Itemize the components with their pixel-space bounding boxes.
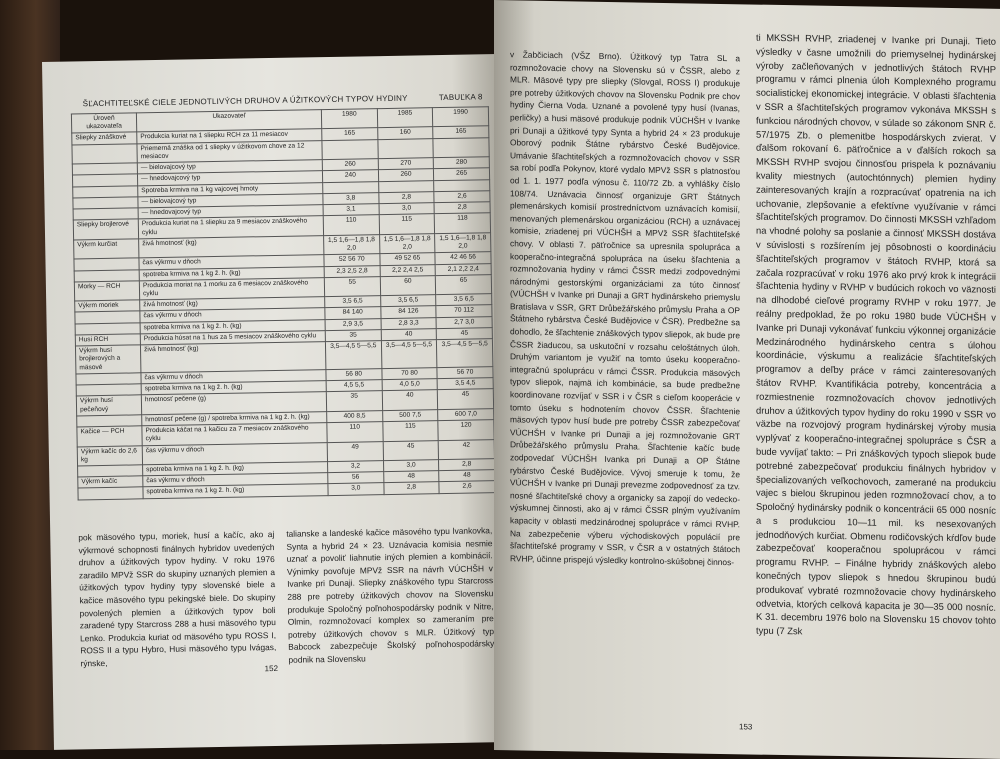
table-cell-value: 115 bbox=[382, 421, 438, 441]
data-table bbox=[71, 106, 496, 500]
table-cell-group: Výkrm kačíc do 2,6 kg bbox=[77, 445, 142, 466]
table-cell-value: 265 bbox=[434, 168, 490, 180]
right-column-1 bbox=[510, 48, 740, 568]
table-cell-value: 3,0 bbox=[328, 483, 384, 495]
table-cell-indicator: spotreba krmiva na 1 kg ž. h. (kg) bbox=[141, 381, 326, 395]
table-cell-value: 3,5—4,5 5—5,5 bbox=[325, 341, 381, 370]
table-cell-group: Husi RCH bbox=[75, 334, 140, 346]
left-column-2 bbox=[286, 524, 494, 666]
table-cell-value bbox=[322, 139, 378, 159]
table-cell-value: 1,5 1,6—1,8 1,8 2,0 bbox=[379, 233, 435, 253]
table-cell-value: 70 112 bbox=[436, 305, 492, 317]
table-cell-value: 2,3 2,5 2,8 bbox=[324, 265, 380, 277]
table-cell-value: 2,2 2,4 2,5 bbox=[380, 264, 436, 276]
table-header-line bbox=[83, 92, 483, 108]
table-label: TABUĽKA 8 bbox=[438, 92, 483, 103]
table-cell-group bbox=[78, 487, 143, 499]
table-cell-indicator: čas výkrmu v dňoch bbox=[140, 308, 325, 322]
table-cell-value: 45 bbox=[438, 389, 494, 409]
table-cell-value: 56 70 bbox=[437, 367, 493, 379]
table-cell-value: 3,5 6,5 bbox=[380, 295, 436, 307]
table-cell-value: 40 bbox=[382, 390, 438, 410]
table-cell-value: 40 bbox=[381, 329, 437, 341]
table-cell-value: 49 52 65 bbox=[380, 253, 436, 265]
table-cell-value: 160 bbox=[377, 127, 433, 139]
table-cell-value: 60 bbox=[380, 275, 436, 295]
table-cell-indicator: hmotnosť pečene (g) / spotreba krmiva na 1 kg ž. h. (kg) bbox=[142, 411, 327, 425]
table-col-header: 1990 bbox=[433, 107, 489, 127]
table-cell-value: 2,6 bbox=[434, 191, 490, 203]
table-cell-value: 42 46 56 bbox=[435, 252, 491, 264]
table-cell-value: 56 80 bbox=[326, 368, 382, 380]
table-cell-value: 3,5 6,5 bbox=[325, 296, 381, 308]
table-cell-indicator: spotreba krmiva na 1 kg ž. h. (kg) bbox=[139, 266, 324, 280]
table-cell-indicator: čas výkrmu v dňoch bbox=[141, 369, 326, 383]
table-cell-value: 3,5—4,5 5—5,5 bbox=[437, 339, 493, 368]
table-cell-value: 110 bbox=[323, 215, 379, 235]
table-cell-value: 120 bbox=[438, 420, 494, 440]
table-cell-indicator: čas výkrmu v dňoch bbox=[143, 473, 328, 487]
table-cell-indicator: — hnedovajcový typ bbox=[137, 171, 322, 185]
table-cell-value: 500 7,5 bbox=[382, 409, 438, 421]
table-cell-value: 48 bbox=[439, 470, 495, 482]
table-cell-group: Výkrm kačíc bbox=[78, 476, 143, 488]
table-cell-value: 3,1 bbox=[323, 204, 379, 216]
table-cell-value: 110 bbox=[327, 422, 383, 442]
page-number-left: 152 bbox=[264, 663, 279, 674]
table-col-header: Ukazovateľ bbox=[136, 110, 321, 133]
table-cell-indicator: Produkcia kuriat na 1 sliepku za 9 mesiacov znáškového cyklu bbox=[138, 216, 323, 239]
table-cell-value: 65 bbox=[436, 274, 492, 294]
table-cell-indicator: čas výkrmu v dňoch bbox=[142, 442, 327, 465]
table-cell-value: 280 bbox=[434, 157, 490, 169]
body-text: v Žabčiciach (VŠZ Brno). Úžitkový typ Tatra SL a rozmnožovacie chovy na Slovensku sú v ČSSR, alebo z MLR. Mäsové typy pre sliepky (Slovgal, ROSS I) produkuje pre potreby úžitkových chovov na Slovensku Podnik pre chov hydiny Čierna Voda. Uznané a povolené typy husí (Ivanas, perličky) a husi mäsové produkuje podnik VÚCHŠH v Ivanke pri Dunaji a úžitkové typy Synta a hybrid 24 × 23 produkuje Oborový podnik Štátne rybárstvo České Budějovice. Umávanie šľachtiteľských a rozmnožovacích chovov v SSR sa robí podľa Pokynov, ktoré vydalo MPVž SSR s platnosťou od 1. 1. 1977 podľa výnosu č. 110/72 Zb. a vyhlášky číslo 108/74. Uznávacia činnosť organizuje GRT Štátnych plemenárskych komisií prostredníctvom uznávacích komisií, menovaných plemenárskou organizáciou (RCH) a uznávacej komisie, zriadenej pri VÚCHŠH a MPVž SSR šľachtiteľské chovy. V oblasti 7. päťročnice sa upresnila spolupráca a kooperačno-integračná spolupráca na úseku šľachtenia a rozmnožovania hydiny v rámci ČSSR medzi zodpovednými národnými gestorskými organizáciami za túto činnosť (VÚCHŠH v Ivanke pri Dunaji a GRT hydinárskeho priemyslu Bratislava v SSR, GRT Drůbežářského průmyslu Praha a OP Štátneho rybárstva České Budějovice v ČSR). Predbežne sa dohodlo, že šľachtenie znáškových typov sliepok, ak bude pre ČSSR žiaducou, sa uskutoční v rozsahu celoštátnych úloh. Druhým variantom je využiť na tomto úseku kooperačno-integračnú spoluprácu v rámci ČSSR. Produkcia mäsových typov sliepok, najmä ich kombinácie, sa bude predbežne koordinovane rozvíjať v SSR i v ČSR s cieľom kooperácie v tomto úseku s hodnotením chovov ČSSR. Šľachtenie mäsových typov husí bude pre potreby ČSSR zabezpečovať VÚCHŠH v Ivanke pri Dunaji a jej rozmnožovanie GRT Drůbežářského průmyslu Praha. Šľachtenie kačíc bude zodpovedať VÚCHŠH Ivanka pri Dunaji a OP Štátne rybárstvo České Budějovice. Vývoj smeruje k tomu, že VÚCHŠH v Ivanke pri Dunaji prevezme zodpovednosť za tzv. nosné šľachtiteľské chovy a organicky sa zapojí do vedecko-výskumnej činnosti, ako aj v rámci ČSSR plným využívaním kapacity v oblasti medzinárodnej spolupráce v rámci RVHP. Na zabezpečenie výberu východiskových populácií pre šľachtiteľské programy v SSR, v ČSR a v ostatných štátoch RVHP, účinne prispejú výsledky kontrolno-skúšobnej činnos- bbox=[510, 49, 740, 567]
table-cell-value: 2,8 3,3 bbox=[381, 317, 437, 329]
table-cell-value: 270 bbox=[378, 158, 434, 170]
table-cell-group: Výkrm husí pečeňový bbox=[76, 395, 141, 416]
left-column-1 bbox=[78, 528, 276, 670]
table-cell-value: 4,5 5,5 bbox=[326, 380, 382, 392]
table-cell-value: 56 bbox=[328, 472, 384, 484]
table-cell-group: Výkrm kurčiat bbox=[74, 239, 139, 260]
table-cell-indicator: — bielovajcový typ bbox=[137, 160, 322, 174]
table-cell-value: 400 8,5 bbox=[327, 410, 383, 422]
table-cell-value: 3,5—4,5 5—5,5 bbox=[381, 340, 437, 369]
table-cell-value: 260 bbox=[378, 169, 434, 181]
table-cell-value: 52 56 70 bbox=[324, 254, 380, 266]
table-cell-value: 240 bbox=[322, 170, 378, 182]
table-cell-value: 3,0 bbox=[379, 203, 435, 215]
body-text: pok mäsového typu, moriek, husí a kačíc, ako aj výkrmové schopnosti finálnych hybridov uvedených druhov a úžitkových typov hydiny. V roku 1976 zaradilo MPVž SSR do skupiny uznaných plemien a úžitkových typov hydiny typy slovenské biele a kačice mäsového typu pekingské biele. Do skupiny povolených plemien a úžitkových typov boli zaradené typy Starcross 288 a husi mäsového typu Lenko. Produkcia kuriat od mäsového typu ROSS I, ROSS II a typu Hybro, Husi mäsového typu lvágas, rýnske, bbox=[78, 529, 277, 669]
table-cell-value: 260 bbox=[322, 159, 378, 171]
table-cell-value bbox=[378, 138, 434, 158]
table-cell-value: 165 bbox=[433, 126, 489, 138]
table-cell-indicator: čas výkrmu v dňoch bbox=[139, 255, 324, 269]
table-cell-value: 35 bbox=[326, 391, 382, 411]
table-cell-group bbox=[72, 144, 137, 165]
table-cell-value: 45 bbox=[383, 440, 439, 460]
table-cell-value: 2,1 2,2 2,4 bbox=[435, 263, 491, 275]
table-cell-value bbox=[433, 137, 489, 157]
table-cell-value: 42 bbox=[438, 439, 494, 459]
page-number-right: 153 bbox=[739, 722, 753, 732]
table-cell-value: 1,5 1,6—1,8 1,8 2,0 bbox=[435, 233, 491, 253]
table-cell-indicator: Produkcia kuriat na 1 sliepku RCH za 11 mesiacov bbox=[137, 129, 322, 143]
table-cell-value: 3,2 bbox=[328, 461, 384, 473]
table-cell-value: 2,8 bbox=[434, 202, 490, 214]
table-cell-indicator: živá hmotnosť (kg) bbox=[140, 342, 325, 373]
table-cell-value: 4,0 5,0 bbox=[382, 379, 438, 391]
table-cell-indicator: — hnedovajcový typ bbox=[138, 205, 323, 219]
table-cell-value: 55 bbox=[324, 276, 380, 296]
table-cell-group: Výkrm moriek bbox=[75, 300, 140, 312]
table-cell-value: 3,0 bbox=[383, 460, 439, 472]
table-col-header: Úroveň ukazovateľa bbox=[71, 113, 136, 134]
table-cell-indicator: spotreba krmiva na 1 kg ž. h. (kg) bbox=[143, 462, 328, 476]
table-cell-value: 3,8 bbox=[323, 193, 379, 205]
table-cell-group: Kačice — PCH bbox=[77, 426, 142, 447]
table-cell-value: 49 bbox=[327, 441, 383, 461]
right-column-2 bbox=[756, 31, 996, 642]
table-cell-indicator: živá hmotnosť (kg) bbox=[140, 297, 325, 311]
table-cell-value: 115 bbox=[379, 214, 435, 234]
table-cell-indicator: Spotreba krmiva na 1 kg vajcovej hmoty bbox=[138, 182, 323, 196]
table-cell-value: 84 140 bbox=[325, 307, 381, 319]
table-body bbox=[72, 126, 495, 499]
table-cell-value: 165 bbox=[322, 128, 378, 140]
table-cell-value: 2,8 bbox=[384, 482, 440, 494]
body-text: talianske a landeské kačice mäsového typu lvankovka, Synta a hybrid 24 × 23. Uznávacia komisia nesmie uznať a povoliť liahnutie iných plemien a kombinácií. Výnimky povoľuje MPVž SSR na návrh VÚCHŠH v Ivanke pri Dunaji. Sliepky znáškového typu Starcross 288 pre potreby úžitkových chovov na Slovensku produkuje Spoločný poľnohospodársky podnik v Nitre, Olmin, rozmnožovací komplex so zameraním pre potreby úžitkových chovov s MLR. Úžitkový typ Babcock zabezpečuje Školský poľnohospodársky podnik na Slovensku bbox=[286, 525, 495, 665]
table-cell-value: 3,5 6,5 bbox=[436, 294, 492, 306]
table-cell-value: 35 bbox=[325, 330, 381, 342]
table-cell-indicator: hmotnosť pečene (g) bbox=[141, 392, 326, 415]
table-cell-group: Sliepky znáškové bbox=[72, 132, 137, 144]
table-cell-indicator: Produkcia húsat na 1 hus za 5 mesiacov znáškového cyklu bbox=[140, 331, 325, 345]
table-cell-indicator: Produkcia moriat na 1 morku za 6 mesiacov znáškového cyklu bbox=[139, 277, 324, 300]
table-cell-value: 45 bbox=[437, 328, 493, 340]
table-cell-value: 1,5 1,6—1,8 1,8 2,0 bbox=[324, 234, 380, 254]
left-page bbox=[42, 54, 509, 750]
table-cell-value: 48 bbox=[383, 471, 439, 483]
table-cell-value: 2,9 3,5 bbox=[325, 318, 381, 330]
table-col-header: 1985 bbox=[377, 108, 433, 128]
table-col-header: 1980 bbox=[321, 109, 377, 129]
table-cell-value: 84 126 bbox=[380, 306, 436, 318]
table-cell-group: Morky — RCH bbox=[74, 281, 139, 302]
table-cell-value: 118 bbox=[435, 213, 491, 233]
table-cell-indicator: živá hmotnosť (kg) bbox=[139, 235, 324, 258]
table-cell-value: 600 7,0 bbox=[438, 408, 494, 420]
table-title: ŠĽACHTITEĽSKÉ CIELE JEDNOTLIVÝCH DRUHOV A ÚŽITKOVÝCH TYPOV HYDINY bbox=[82, 93, 408, 109]
table-cell-value: 2,8 bbox=[378, 192, 434, 204]
table-cell-indicator: spotreba krmiva na 1 kg ž. h. (kg) bbox=[140, 319, 325, 333]
body-text: ti MKSSH RVHP, zriadenej v Ivanke pri Dunaji. Tieto výsledky v časne umožnili do priemyselnej hydinárskej výroby začleňovaných v jednotlivých štátoch RVHP programu v rámci plnenia úloh Komplexného programu socialistickej ekonomickej integrácie. V oblasti šľachtenia v SSR a šľachtiteľských programov vykonáva MKSSH s funkciou národných chovov, v súlade so zákonom SNR č. 57/1975 Zb. o plemenitbe hospodárskych zvierat. V ďalšom rokovaní 6. päťročnice a v ďalších rokoch sa MKSSH RVHP svojou činnosťou prispela k poznávaniu kvality miestnych (autochtónnych) plemien hydiny zainteresovaných krajín a rozpracúvať opatrenia na ich uchovanie, zlepšovanie a efektívne využívanie v rámci šľachtiteľských programov. Do činnosti MKSSH vzhľadom na vhodné polohy sa poslanie a činnosť MKSSH dostáva v súvislosti s rozšírením jej pôsobnosti o koordináciu šľachtiteľských programov v štátoch RVHP, ktorá sa začala rozpracúvať v roku 1976 ako prvý krok k integrácii šľachtenia hydiny v RVHP v budúcich rokoch vo väznosti na dlhodobé cieľové programy RVHP v roku 1977. Je reálny predpoklad, že po roku 1980 bude VÚCHŠH v Ivanke pri Dunaji vykonávať funkciu výkonnej organizácie Medzinárodného hydinárskeho centra s úlohou koordinácie, výskumu a realizácie šľachtiteľských programov a deľby práce v rámci zainteresovaných štátov RVHP. Kvantifikácia potreby, koncentrácia a rozmiestnenie rozmnožovacích chovov jednotlivých druhov a úžitkových typov hydiny do roku 1990 v SSR vo väzbe na rozvojový program hydinárskej výroby musia vyplývať z kooperačno-integračnej spolupráce s ČSR a bude vyvíjať takto: – Pri znáškových typoch sliepok bude potrebné zabezpečovať produkciu finálnych hybridov v špecializovaných veľkochovoch, zamerané na produkciu vajec s bielou škrupinou jeden rozmnožovací chov, a to Spoločný hydinársky podnik o koncentrácii 65 000 nosníc a s produkciou 10—11 mil. ks nesexovaných jednodňových kurčiat. Obmenu rodičovských kŕdľov bude zabezpečovať kooperačnou spoluprácou v rámci programu RVHP. – Finálne hybridy znáškových alebo konečných typov sliepok s hnedou škrupinou budú produkovať vybraté rozmnožovacie chovy hydinárskeho odvetvia, ktorých celková kapacita je 30—35 000 nosníc. K 31. decembru 1976 bolo na Slovensku 15 chovov tohto typu (7 Zsk bbox=[756, 31, 996, 637]
table-cell-indicator: spotreba krmiva na 1 kg ž. h. (kg) bbox=[143, 484, 328, 498]
table-cell-value: 2,7 3,0 bbox=[436, 316, 492, 328]
right-page bbox=[494, 0, 1000, 759]
table-cell-indicator: Produkcia káčat na 1 kačicu za 7 mesiacov znáškového cyklu bbox=[142, 423, 327, 446]
table-cell-indicator: Priemerná znáška od 1 sliepky v úžitkovom chove za 12 mesiacov bbox=[137, 140, 322, 163]
table-cell-value: 70 80 bbox=[382, 368, 438, 380]
table-cell-value: 2,8 bbox=[439, 459, 495, 471]
table-cell-value: 3,5 4,5 bbox=[437, 378, 493, 390]
table-cell-group: Sliepky brojlerové bbox=[73, 219, 138, 240]
table-cell-indicator: — bielovajcový typ bbox=[138, 193, 323, 207]
table-cell-group: Výkrm husí brojlerových a mäsové bbox=[75, 345, 140, 374]
table-cell-value: 2,6 bbox=[439, 481, 495, 493]
